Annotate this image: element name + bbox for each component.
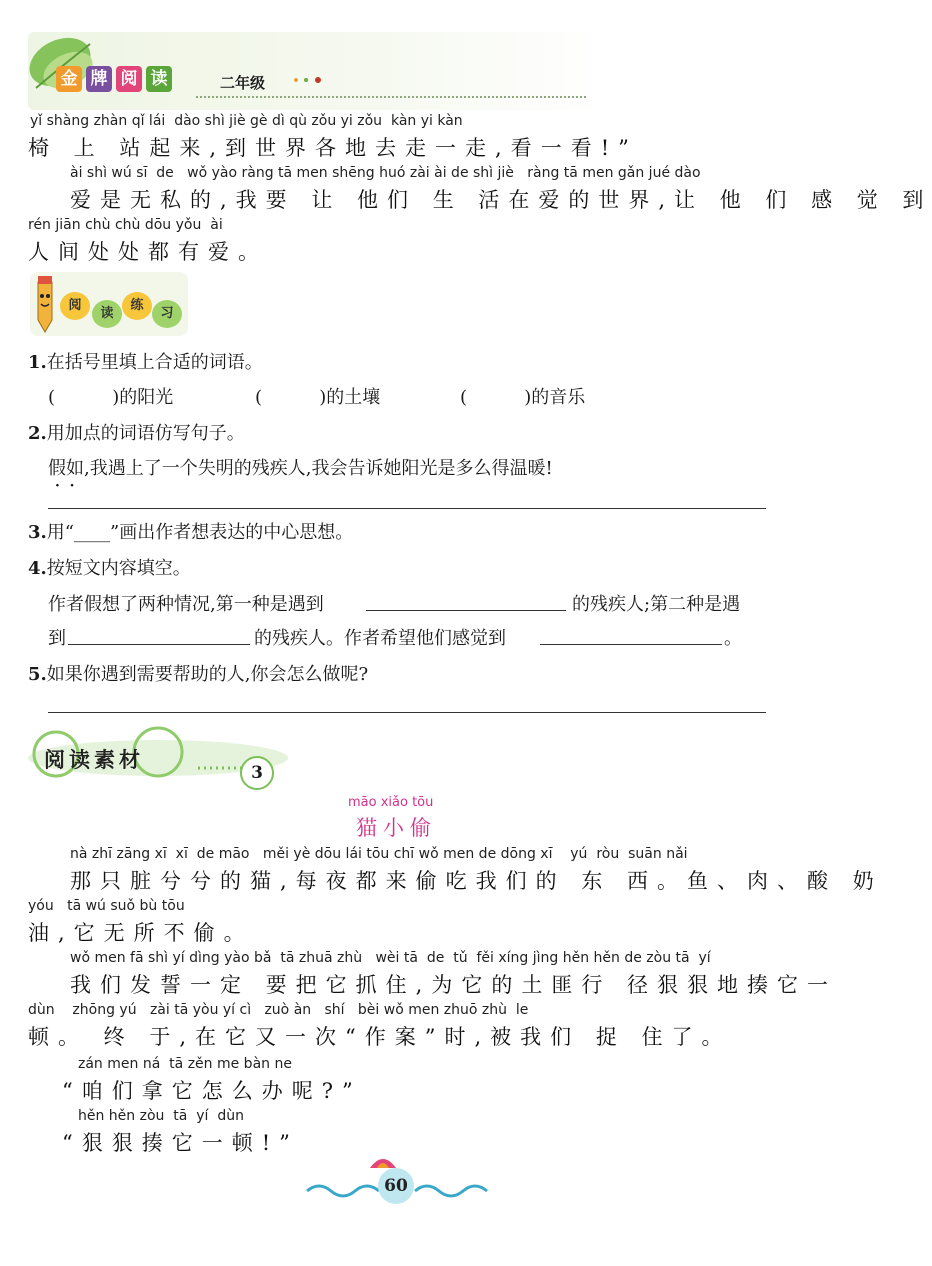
dots-decoration-icon: [292, 76, 324, 84]
question-number: 4.: [28, 558, 47, 579]
question-2: [28, 419, 245, 445]
q4-blank-3[interactable]: [540, 643, 722, 645]
exercise-char-3: 练: [122, 292, 152, 320]
pencil-mascot-icon: [30, 272, 60, 334]
question-text: 用“____”画出作者想表达的中心思想。: [46, 522, 354, 543]
pinyin-line: yǐ shàng zhàn qǐ lái dào shì jiè gè dì qù zǒu yi zǒu kàn yi kàn: [30, 113, 463, 129]
header-banner: [28, 32, 608, 110]
story-line: 顿。 终 于,在它又一次“作案”时,被我们 捉 住了。: [28, 1025, 732, 1049]
emphasis-dots: · ·: [55, 478, 75, 494]
question-1: [28, 348, 263, 374]
brand-char-4: 读: [146, 66, 172, 92]
exercise-char-1: 阅: [60, 292, 90, 320]
story-line: 那只脏兮兮的猫,每夜都来偷吃我们的 东 西。鱼、肉、酸 奶: [70, 869, 883, 893]
q4-line2-c: 。: [724, 628, 742, 649]
q4-line2-a: 到: [48, 628, 66, 649]
material-label: 阅读素材: [44, 747, 144, 772]
q4-blank-1[interactable]: [366, 609, 566, 611]
question-number: 5.: [28, 664, 47, 685]
grade-label: 二年级: [220, 74, 266, 92]
question-number: 3.: [28, 522, 47, 543]
brand-char-2: 牌: [86, 66, 112, 92]
q4-line2-b: 的残疾人。作者希望他们感觉到: [254, 628, 506, 649]
question-text: 在括号里填上合适的词语。: [46, 352, 263, 373]
pinyin-line: rén jiān chù chù dōu yǒu ài: [28, 217, 223, 233]
exercise-char-4: 习: [152, 300, 182, 328]
example-sentence: 假如,我遇上了一个失明的残疾人,我会告诉她阳光是多么得温暖!: [48, 458, 553, 479]
page-number: 60: [378, 1168, 414, 1204]
story-title: 猫小偷: [356, 816, 437, 840]
question-number: 2.: [28, 423, 47, 444]
passage-line: 椅 上 站起来,到世界各地去走一走,看一看!”: [28, 136, 638, 160]
pinyin-line: yóu tā wú suǒ bù tōu: [28, 898, 185, 914]
q4-line1-b: 的残疾人;第二种是遇: [572, 594, 741, 615]
answer-line[interactable]: [48, 508, 766, 509]
question-text: 用加点的词语仿写句子。: [46, 423, 245, 444]
pinyin-line: zán men ná tā zěn me bàn ne: [78, 1056, 292, 1072]
pinyin-line: nà zhī zāng xī xī de māo měi yè dōu lái tōu chī wǒ men de dōng xī yú ròu suān nǎi: [70, 846, 688, 862]
question-number: 1.: [28, 352, 47, 373]
brand-char-1: 金: [56, 66, 82, 92]
question-text: 如果你遇到需要帮助的人,你会怎么做呢?: [46, 664, 369, 685]
story-line: “咱们拿它怎么办呢?”: [62, 1079, 362, 1103]
question-text: 按短文内容填空。: [46, 558, 191, 579]
exercise-char-2: 读: [92, 300, 122, 328]
story-line: 我们发誓一定 要把它抓住,为它的土匪行 径狠狠地揍它一: [70, 973, 838, 997]
question-3: [28, 518, 353, 544]
pinyin-line: wǒ men fā shì yí dìng yào bǎ tā zhuā zhù wèi tā de tǔ fěi xíng jìng hěn hěn de zòu tā yí: [70, 950, 711, 966]
title-pinyin: māo xiǎo tōu: [348, 795, 434, 810]
fill-item[interactable]: ( )的土壤: [255, 387, 381, 408]
header-divider: [196, 96, 586, 98]
q4-line1-a: 作者假想了两种情况,第一种是遇到: [48, 594, 324, 615]
story-line: “狠狠揍它一顿!”: [62, 1131, 299, 1155]
brand-char-3: 阅: [116, 66, 142, 92]
q4-blank-2[interactable]: [68, 643, 250, 645]
fill-item[interactable]: ( )的音乐: [460, 387, 586, 408]
story-line: 油,它无所不偷。: [28, 921, 254, 945]
passage-line: 爱是无私的,我要 让 他们 生 活在爱的世界,让 他 们 感 觉 到: [70, 188, 932, 212]
pinyin-line: ài shì wú sī de wǒ yào ràng tā men shēng huó zài ài de shì jiè ràng tā men gǎn jué dào: [70, 165, 701, 181]
material-number: 3: [240, 756, 274, 790]
answer-line[interactable]: [48, 712, 766, 713]
passage-line: 人间处处都有爱。: [28, 240, 268, 264]
pinyin-line: dùn zhōng yú zài tā yòu yí cì zuò àn shí bèi wǒ men zhuō zhù le: [28, 1002, 529, 1018]
question-5: [28, 660, 368, 686]
fill-item[interactable]: ( )的阳光: [48, 387, 174, 408]
pinyin-line: hěn hěn zòu tā yí dùn: [78, 1108, 244, 1124]
question-4: [28, 554, 191, 580]
